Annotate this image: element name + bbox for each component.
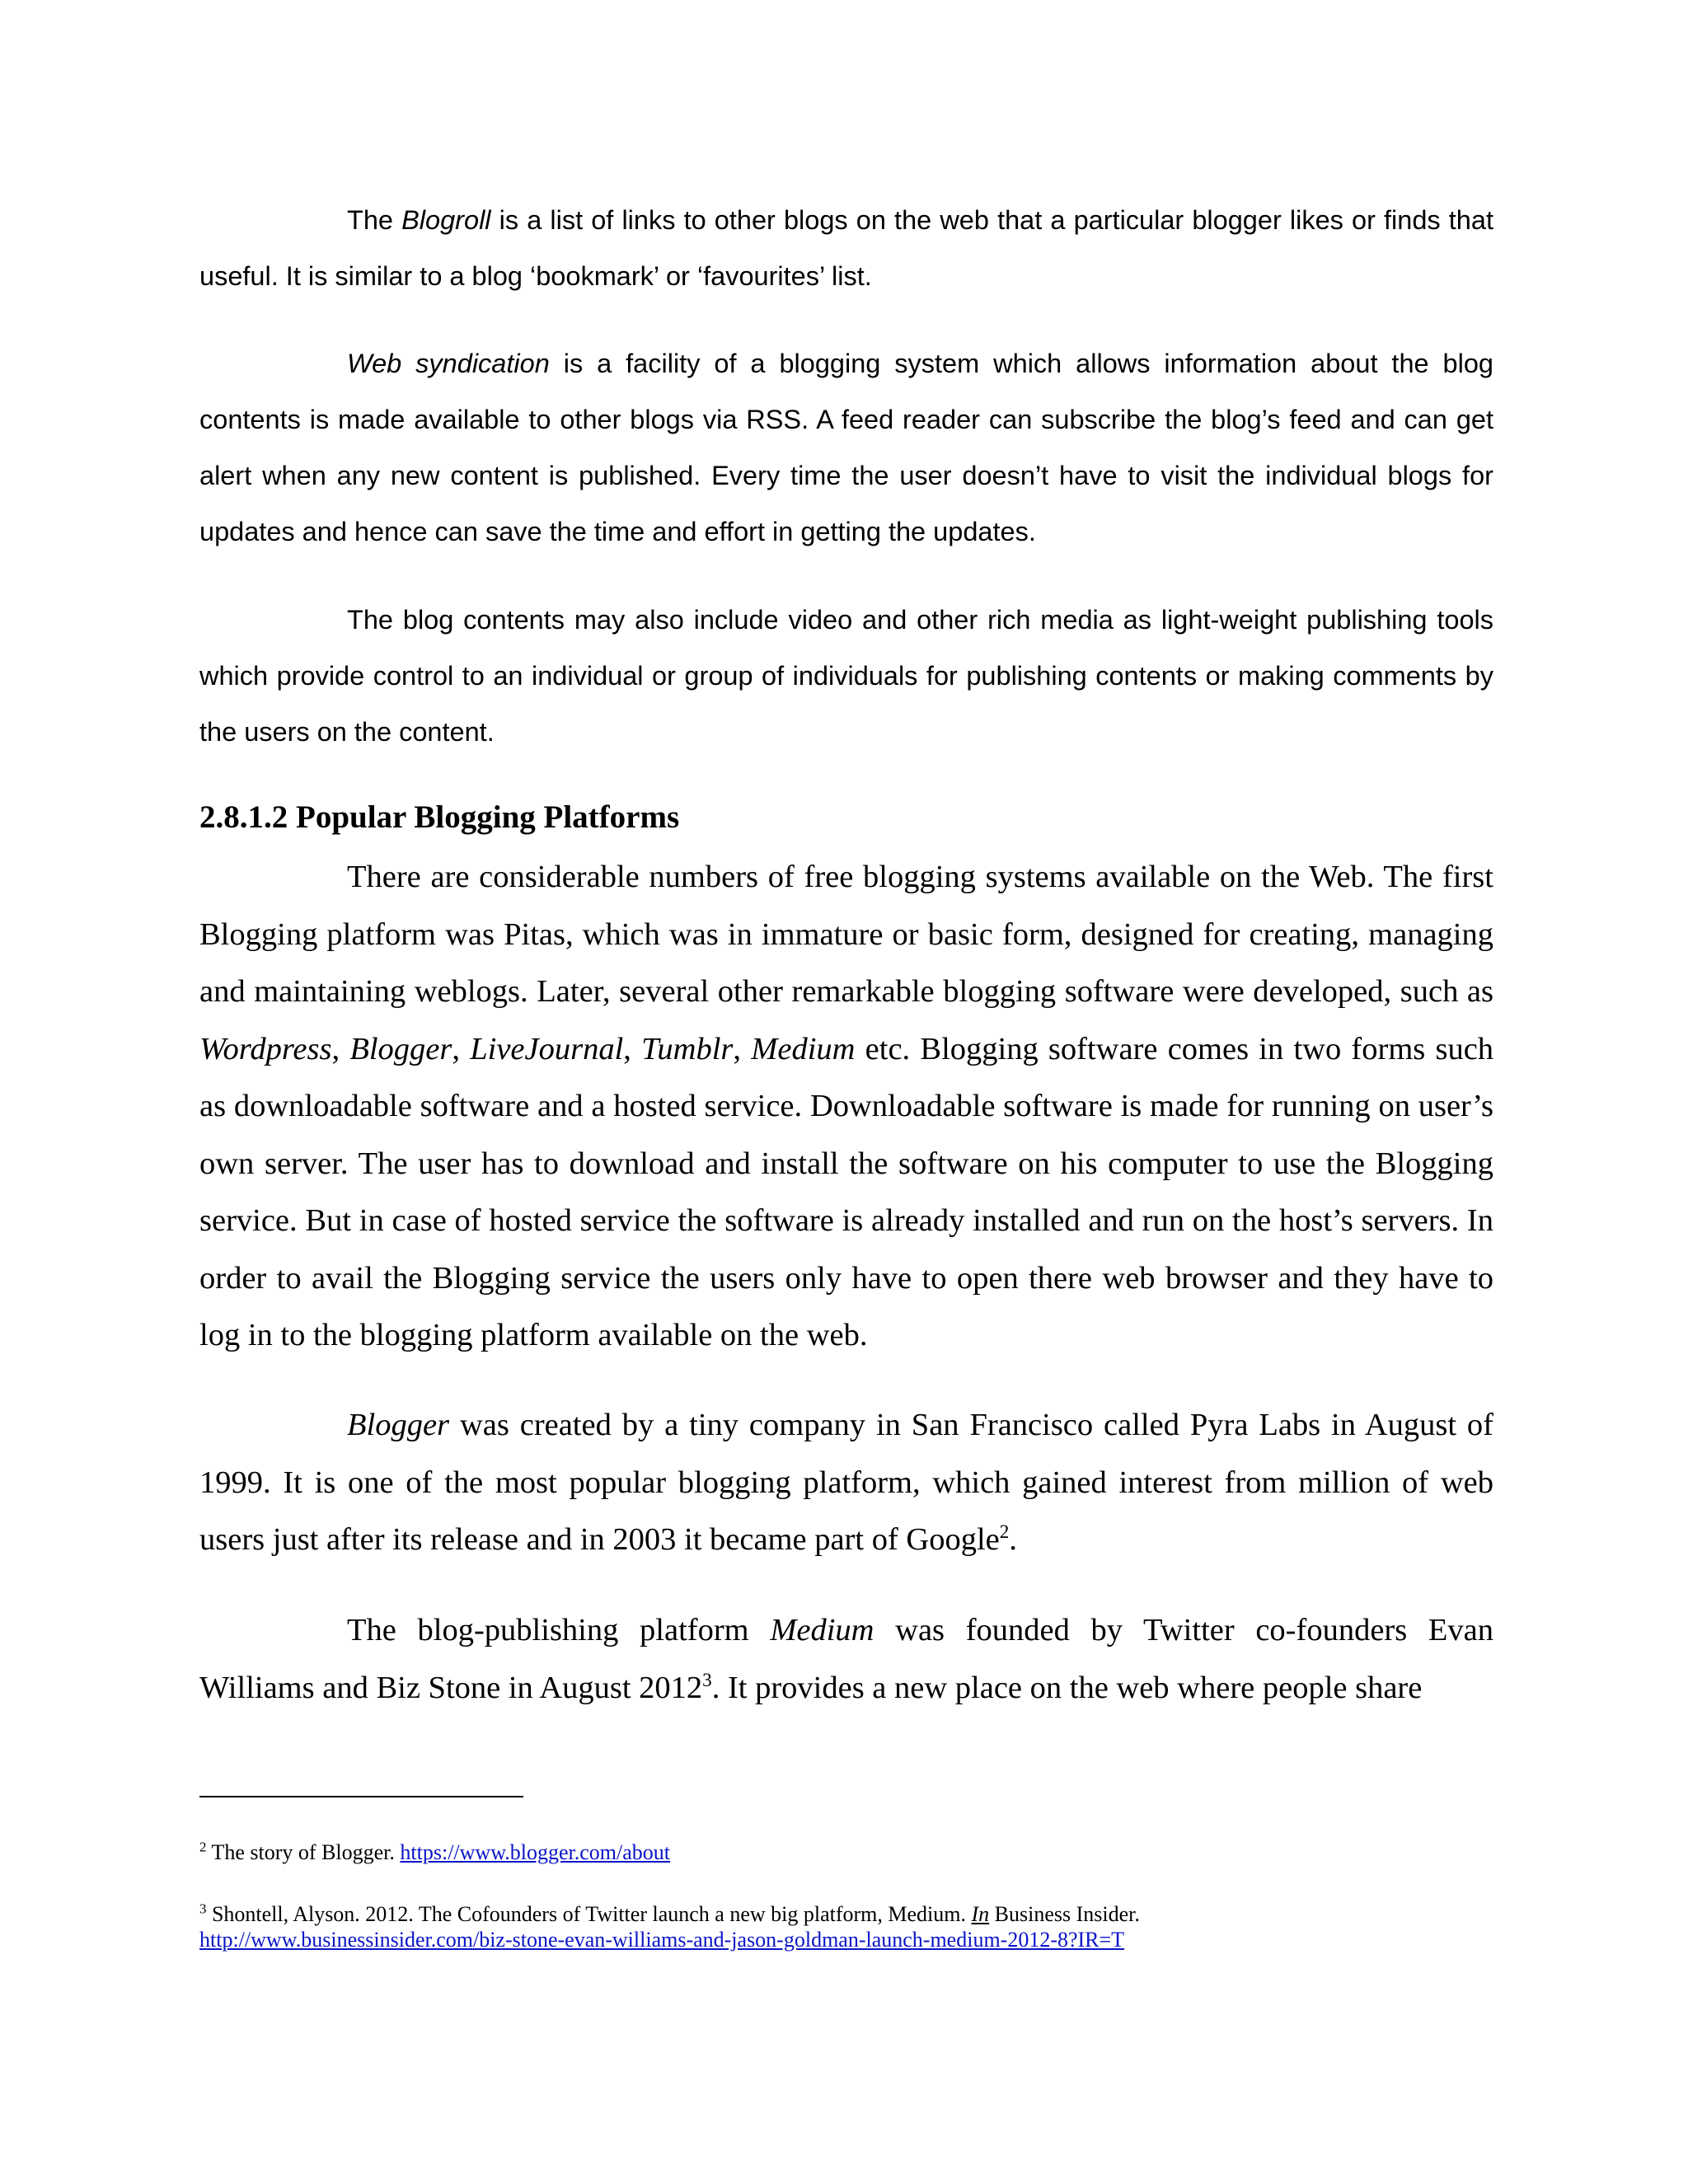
footnote-number: 2 xyxy=(199,1839,207,1855)
footnote-2 xyxy=(199,1840,1493,1865)
footnote-ref-3[interactable]: 3 xyxy=(702,1668,712,1690)
footnote-link-blogger[interactable]: https://www.blogger.com/about xyxy=(400,1840,671,1864)
text: The xyxy=(347,205,402,235)
platform-blogger: Blogger xyxy=(349,1031,452,1066)
paragraph-blog-contents xyxy=(199,592,1493,760)
footnote-separator xyxy=(199,1796,523,1797)
footnote-in-label: In xyxy=(971,1902,990,1926)
paragraph-blogger xyxy=(199,1397,1493,1569)
platform-tumblr: Tumblr xyxy=(641,1031,734,1066)
footnote-text: Shontell, Alyson. 2012. The Cofounders of Twitter launch a new big platform, Medium. xyxy=(206,1902,972,1926)
separator: , xyxy=(623,1031,642,1066)
text: was founded by Twitter co-founders Evan Williams and Biz Stone in August 2012 xyxy=(199,1613,1494,1705)
term-medium: Medium xyxy=(770,1613,874,1647)
paragraph-blogroll xyxy=(199,192,1493,304)
separator: , xyxy=(452,1031,471,1066)
text: is a facility of a blogging system which allows information about the blog contents is made available to other blogs via RSS. A feed reader can subscribe the blog’s feed and can get alert when any new content is published. Every time the user doesn’t have to visit the individual blogs for updates and hence can save the time and effort in getting the updates. xyxy=(199,349,1493,546)
text: etc. Blogging software comes in two forms such as downloadable software and a hosted service. Downloadable software is made for running on user’s own server. The user has to download and install the software on his computer to use the Blogging service. But in case of hosted service the software is already installed and run on the host’s servers. In order to avail the Blogging service the users only have to open there web browser and they have to log in to the blogging platform available on the web. xyxy=(199,1031,1494,1352)
footnote-number: 3 xyxy=(199,1900,207,1917)
platform-wordpress: Wordpress xyxy=(199,1031,332,1066)
text: . It provides a new place on the web where people share xyxy=(711,1670,1423,1705)
paragraph-platforms-intro xyxy=(199,849,1493,1365)
platform-livejournal: LiveJournal xyxy=(470,1031,624,1066)
text: The blog-publishing platform xyxy=(347,1613,771,1647)
term-blogger: Blogger xyxy=(347,1408,450,1442)
text: was created by a tiny company in San Francisco called Pyra Labs in August of 1999. It is one of the most popular blogging platform, which gained interest from million of web users just after its release and in 2003 it became part of Google xyxy=(199,1408,1493,1557)
text: There are considerable numbers of free blogging systems available on the Web. The first Blogging platform was Pitas, which was in immature or basic form, designed for creating, managing and maintaining weblogs. Later, several other remarkable blogging software were developed, such as xyxy=(199,860,1493,1009)
footnote-text: The story of Blogger. xyxy=(206,1840,401,1864)
term-blogroll: Blogroll xyxy=(401,205,491,235)
text: . xyxy=(1009,1522,1017,1557)
footnote-3 xyxy=(199,1901,1493,1952)
footnote-ref-2[interactable]: 2 xyxy=(999,1521,1010,1543)
section-heading: 2.8.1.2 Popular Blogging Platforms xyxy=(199,799,680,835)
separator: , xyxy=(331,1031,350,1066)
platform-medium: Medium xyxy=(751,1031,856,1066)
footnote-link-business-insider[interactable]: http://www.businessinsider.com/biz-stone-evan-williams-and-jason-goldman-launch-medium-2012-8?IR=T xyxy=(199,1928,1125,1952)
separator: , xyxy=(733,1031,752,1066)
footnote-text: Business Insider. xyxy=(989,1902,1140,1926)
paragraph-medium xyxy=(199,1602,1493,1717)
text: The blog contents may also include video and other rich media as light-weight publishing tools which provide control to an individual or group of individuals for publishing contents or making comments by the users on the content. xyxy=(199,605,1493,747)
text: is a list of links to other blogs on the web that a particular blogger likes or finds that useful. It is similar to a blog ‘bookmark’ or ‘favourites’ list. xyxy=(199,205,1493,291)
paragraph-web-syndication xyxy=(199,335,1493,560)
term-web-syndication: Web syndication xyxy=(347,349,550,378)
